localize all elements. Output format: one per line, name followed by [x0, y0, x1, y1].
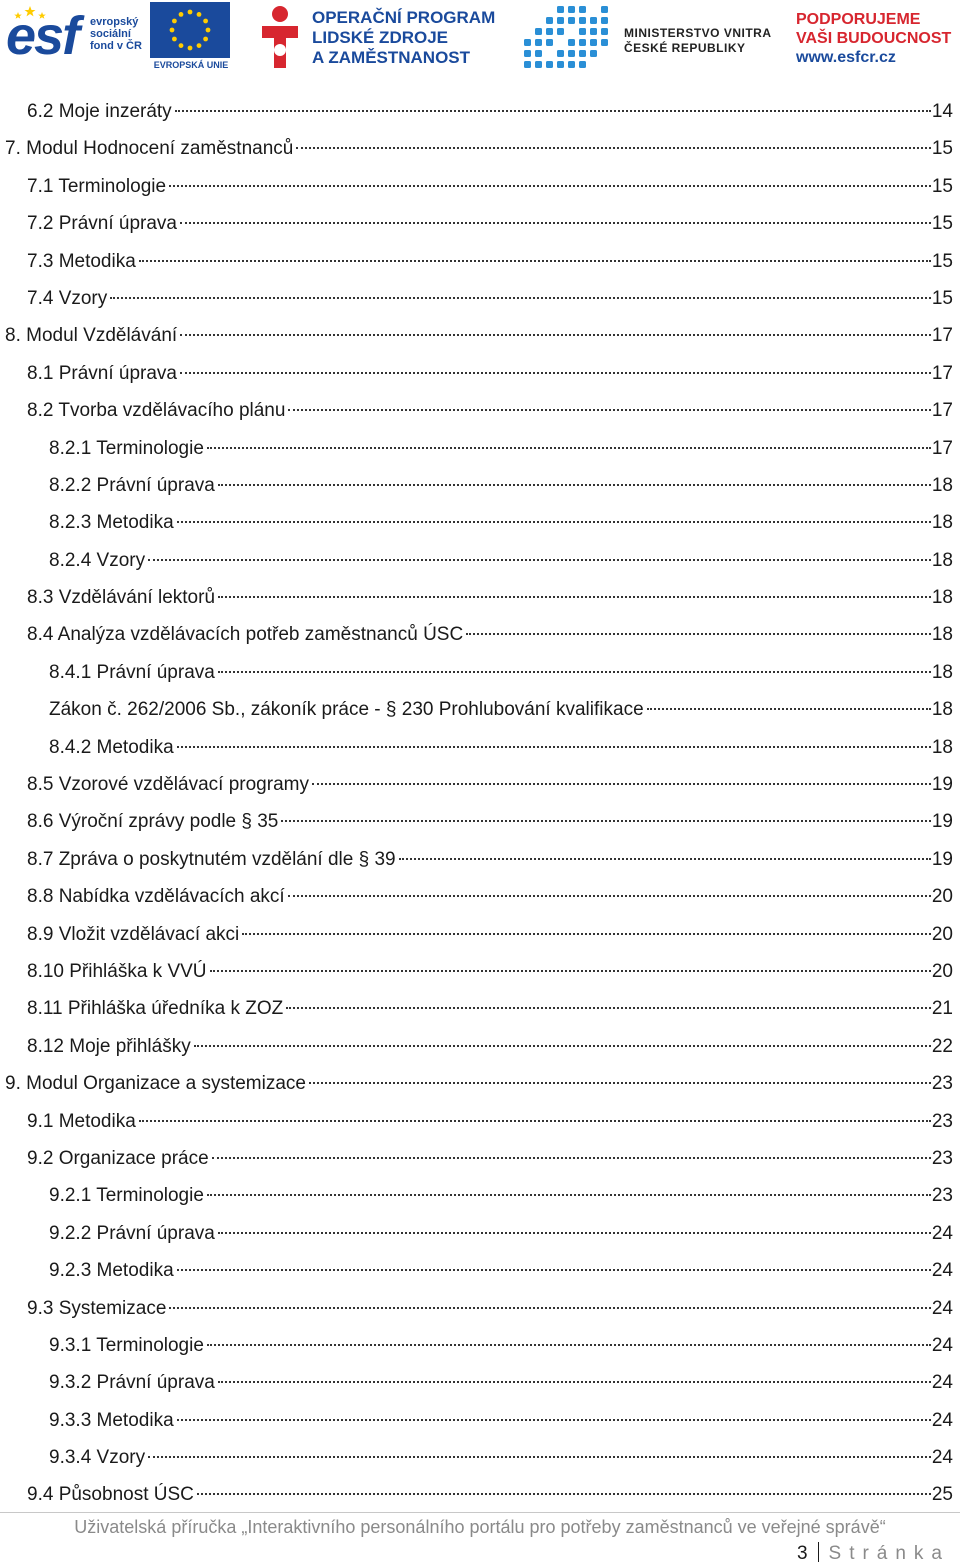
toc-entry-page: 24 [931, 1297, 953, 1319]
toc-entry-line [27, 280, 953, 317]
toc-entry-line [27, 392, 953, 429]
toc-entry-page: 18 [931, 549, 953, 571]
toc-entry-page: 23 [931, 1185, 953, 1207]
toc-entry[interactable] [0, 841, 960, 878]
ministry-dot-icon [590, 39, 597, 46]
ministry-dot-icon [546, 17, 553, 24]
toc-entry[interactable] [0, 878, 960, 915]
toc-entry[interactable] [0, 168, 960, 205]
toc-entry-page: 20 [931, 923, 953, 945]
esf-logo [4, 2, 146, 72]
header-logo-band [0, 0, 960, 74]
ministry-dot-icon [535, 39, 542, 46]
toc-entry-page: 17 [931, 400, 953, 422]
toc-entry-title: 8.3 Vzdělávání lektorů [27, 587, 216, 609]
toc-leader-dots [197, 1493, 931, 1495]
toc-leader-dots [218, 1381, 931, 1383]
toc-entry[interactable] [0, 355, 960, 392]
ministry-dot-icon [601, 17, 608, 24]
op-lzz-line: A ZAMĚSTNANOST [312, 48, 471, 67]
op-lzz-line: OPERAČNÍ PROGRAM [312, 8, 496, 27]
page-separator [818, 1542, 819, 1562]
toc-entry[interactable] [0, 766, 960, 803]
toc-entry-title: 8.6 Výroční zprávy podle § 35 [27, 811, 279, 833]
footer-page-indicator [797, 1541, 950, 1567]
support-text [796, 10, 960, 67]
ministry-dot-icon [546, 28, 553, 35]
toc-entry-page: 23 [931, 1147, 953, 1169]
toc-leader-dots [177, 1269, 931, 1271]
toc-entry-page: 15 [931, 250, 953, 272]
ministry-logo [520, 2, 780, 72]
toc-entry-page: 24 [931, 1447, 953, 1469]
support-logo [794, 2, 958, 72]
toc-leader-dots [139, 260, 931, 262]
esf-subtitle: evropský sociální fond v ČR [90, 16, 142, 52]
toc-entry-title: 7. Modul Hodnocení zaměstnanců [5, 138, 294, 160]
eu-star-icon [179, 43, 184, 48]
toc-entry-title: 7.3 Metodika [27, 250, 136, 272]
toc-leader-dots [288, 409, 930, 411]
toc-entry-page: 24 [931, 1372, 953, 1394]
toc-entry[interactable] [0, 654, 960, 691]
toc-entry-title: 9. Modul Organizace a systemizace [5, 1073, 306, 1095]
toc-entry-page: 24 [931, 1334, 953, 1356]
ministry-dot-icon [524, 39, 531, 46]
toc-entry-line [27, 766, 953, 803]
eu-star-icon [188, 46, 193, 51]
toc-leader-dots [177, 521, 931, 523]
toc-entry-line [27, 1290, 953, 1327]
eu-label: EVROPSKÁ UNIE [153, 60, 229, 70]
toc-entry-page: 18 [931, 699, 953, 721]
toc-entry-page: 18 [931, 587, 953, 609]
toc-leader-dots [288, 895, 931, 897]
op-lzz-line: LIDSKÉ ZDROJE [312, 28, 449, 47]
toc-entry-line [27, 243, 953, 280]
eu-flag-icon [150, 2, 230, 58]
esf-logo-text: esf [6, 6, 79, 66]
toc-entry[interactable] [0, 93, 960, 130]
ministry-dot-icon [590, 50, 597, 57]
toc-entry-line [27, 579, 953, 616]
toc-leader-dots [180, 372, 931, 374]
toc-entry-page: 17 [931, 437, 953, 459]
toc-entry-line [5, 317, 953, 354]
toc-entry[interactable] [0, 130, 960, 167]
toc-entry-page: 15 [931, 138, 953, 160]
page-number: 3 [796, 1543, 808, 1564]
toc-leader-dots [466, 633, 931, 635]
eu-star-icon [197, 43, 202, 48]
toc-entry-page: 15 [931, 287, 953, 309]
op-lzz-text [312, 8, 512, 68]
ministry-dot-icon [601, 6, 608, 13]
toc-entry-page: 23 [931, 1110, 953, 1132]
toc-entry-line [27, 953, 953, 990]
ministry-dot-icon [524, 61, 531, 68]
support-line: PODPORUJEME [796, 11, 921, 28]
ministry-dot-icon [590, 17, 597, 24]
ministry-line: MINISTERSTVO VNITRA [624, 26, 772, 40]
toc-entry[interactable] [0, 430, 960, 467]
toc-entry-page: 18 [931, 474, 953, 496]
ministry-dot-icon [590, 28, 597, 35]
toc-entry-line [49, 504, 953, 541]
toc-entry[interactable] [0, 317, 960, 354]
toc-entry-line [49, 1215, 953, 1252]
toc-leader-dots [169, 1307, 930, 1309]
support-url: www.esfcr.cz [796, 49, 896, 66]
toc-entry-title: 8.11 Přihláška úředníka k ZOZ [27, 998, 284, 1020]
toc-entry-page: 14 [931, 101, 953, 122]
toc-leader-dots [212, 1157, 931, 1159]
ministry-dot-icon [557, 28, 564, 35]
toc-entry[interactable] [0, 1252, 960, 1289]
table-of-contents [0, 93, 960, 1514]
toc-entry[interactable] [0, 916, 960, 953]
toc-entry-line [27, 990, 953, 1027]
toc-entry-title: 8.2.2 Právní úprava [49, 474, 215, 496]
eu-star-icon [203, 37, 208, 42]
toc-entry-line [27, 1140, 953, 1177]
toc-entry[interactable] [0, 1476, 960, 1513]
ministry-dot-icon [524, 50, 531, 57]
toc-leader-dots [194, 1045, 931, 1047]
toc-entry-line [49, 1364, 953, 1401]
toc-leader-dots [218, 484, 931, 486]
toc-entry[interactable] [0, 1290, 960, 1327]
toc-entry-title: 9.4 Působnost ÚSC [27, 1484, 194, 1506]
toc-leader-dots [175, 110, 931, 112]
ministry-dot-icon [568, 50, 575, 57]
toc-entry-page: 18 [931, 661, 953, 683]
toc-entry[interactable] [0, 504, 960, 541]
eu-star-icon [170, 28, 175, 33]
ministry-dot-icon [579, 6, 586, 13]
ministry-dot-icon [579, 28, 586, 35]
toc-entry[interactable] [0, 1103, 960, 1140]
toc-entry-title: 9.3.1 Terminologie [49, 1334, 204, 1356]
eu-logo [150, 2, 232, 72]
toc-entry[interactable] [0, 1177, 960, 1214]
toc-entry[interactable] [0, 205, 960, 242]
toc-entry-title: 8.12 Moje přihlášky [27, 1035, 191, 1057]
toc-entry-line [27, 616, 953, 653]
toc-entry-line [27, 916, 953, 953]
toc-leader-dots [312, 783, 931, 785]
toc-leader-dots [210, 970, 931, 972]
toc-entry-page: 18 [931, 736, 953, 758]
toc-entry-title: 8.2.1 Terminologie [49, 437, 204, 459]
toc-entry[interactable] [0, 691, 960, 728]
toc-entry-line [49, 1402, 953, 1439]
toc-entry-line [49, 1252, 953, 1289]
page-word: Stránka [828, 1543, 950, 1564]
toc-entry-title: 7.1 Terminologie [27, 175, 167, 197]
ministry-dot-icon [557, 50, 564, 57]
toc-entry-line [49, 1327, 953, 1364]
toc-entry[interactable] [0, 1028, 960, 1065]
eu-star-icon [172, 37, 177, 42]
toc-entry[interactable] [0, 1215, 960, 1252]
toc-entry[interactable] [0, 990, 960, 1027]
toc-leader-dots [177, 1419, 931, 1421]
toc-entry-title: 8.2.3 Metodika [49, 512, 174, 534]
toc-entry-title: 8.7 Zpráva o poskytnutém vzdělání dle § 39 [27, 848, 396, 870]
toc-leader-dots [218, 596, 931, 598]
toc-entry-page: 24 [931, 1409, 953, 1431]
toc-entry-page: 17 [931, 325, 953, 347]
toc-leader-dots [148, 1456, 931, 1458]
toc-entry-line [49, 654, 953, 691]
ministry-dots-icon [520, 2, 612, 72]
toc-entry[interactable] [0, 803, 960, 840]
toc-entry-title: 9.3.2 Právní úprava [49, 1372, 215, 1394]
toc-leader-dots [296, 147, 931, 149]
eu-star-icon [188, 10, 193, 15]
ministry-dot-icon [557, 17, 564, 24]
toc-leader-dots [180, 222, 931, 224]
toc-entry-title: 9.3.3 Metodika [49, 1409, 174, 1431]
footer-caption: Uživatelská příručka „Interaktivního personálního portálu pro potřeby zaměstnanců ve veřejné správě“ [74, 1517, 886, 1537]
toc-leader-dots [281, 820, 930, 822]
toc-entry-title: 7.4 Vzory [27, 287, 108, 309]
op-lzz-logo [256, 2, 506, 72]
toc-entry-page: 24 [931, 1260, 953, 1282]
ministry-dot-icon [568, 17, 575, 24]
toc-leader-dots [110, 297, 931, 299]
toc-entry-line [49, 430, 953, 467]
ministry-dot-icon [535, 61, 542, 68]
toc-entry[interactable] [0, 542, 960, 579]
toc-entry-line [49, 729, 953, 766]
toc-leader-dots [399, 858, 931, 860]
ministry-dot-icon [546, 39, 553, 46]
toc-entry-line [27, 93, 953, 130]
ministry-dot-icon [535, 50, 542, 57]
ministry-dot-icon [579, 17, 586, 24]
toc-entry-line [5, 1065, 953, 1102]
toc-entry[interactable] [0, 1439, 960, 1476]
ministry-line: ČESKÉ REPUBLIKY [624, 41, 746, 55]
toc-leader-dots [207, 447, 931, 449]
toc-leader-dots [286, 1007, 931, 1009]
toc-entry[interactable] [0, 953, 960, 990]
toc-leader-dots [309, 1082, 931, 1084]
eu-star-icon [197, 12, 202, 17]
ministry-dot-icon [568, 61, 575, 68]
toc-entry-title: 8.9 Vložit vzdělávací akci [27, 923, 240, 945]
toc-entry[interactable] [0, 280, 960, 317]
toc-entry-page: 19 [931, 848, 953, 870]
ministry-dot-icon [579, 39, 586, 46]
toc-entry-page: 18 [931, 512, 953, 534]
toc-entry-title: 9.2.3 Metodika [49, 1260, 174, 1282]
toc-entry-line [27, 168, 953, 205]
ministry-text [624, 26, 784, 56]
toc-entry-page: 21 [931, 998, 953, 1020]
toc-entry-page: 25 [931, 1484, 953, 1506]
ministry-dot-icon [535, 28, 542, 35]
toc-entry-title: 8.4 Analýza vzdělávacích potřeb zaměstnanců ÚSC [27, 624, 464, 646]
toc-entry[interactable] [0, 243, 960, 280]
eu-star-icon [203, 19, 208, 24]
toc-entry-title: 9.2.1 Terminologie [49, 1185, 204, 1207]
eu-star-icon [172, 19, 177, 24]
toc-entry[interactable] [0, 616, 960, 653]
toc-entry-line [49, 691, 953, 728]
ministry-dot-icon [579, 61, 586, 68]
toc-entry[interactable] [0, 1327, 960, 1364]
toc-leader-dots [242, 933, 931, 935]
toc-entry-title: 9.3 Systemizace [27, 1297, 167, 1319]
toc-entry[interactable] [0, 467, 960, 504]
footer-divider [0, 1512, 960, 1513]
toc-entry-page: 17 [931, 362, 953, 384]
toc-entry-page: 19 [931, 811, 953, 833]
toc-entry-title: 9.3.4 Vzory [49, 1447, 146, 1469]
toc-leader-dots [647, 708, 931, 710]
toc-entry-title: 9.2 Organizace práce [27, 1147, 209, 1169]
op-lzz-mark-icon [256, 4, 304, 70]
toc-entry[interactable] [0, 1140, 960, 1177]
toc-entry-page: 19 [931, 774, 953, 796]
toc-leader-dots [180, 334, 931, 336]
toc-entry-line [27, 841, 953, 878]
toc-entry-line [49, 467, 953, 504]
toc-entry[interactable] [0, 579, 960, 616]
ministry-dot-icon [601, 39, 608, 46]
eu-star-icon [179, 12, 184, 17]
eu-star-icon [206, 28, 211, 33]
toc-entry-title: 8.4.2 Metodika [49, 736, 174, 758]
toc-entry[interactable] [0, 1065, 960, 1102]
toc-entry-title: 8.8 Nabídka vzdělávacích akcí [27, 886, 285, 908]
toc-entry-page: 15 [931, 213, 953, 235]
toc-leader-dots [139, 1120, 931, 1122]
ministry-dot-icon [579, 50, 586, 57]
toc-entry[interactable] [0, 1402, 960, 1439]
support-line: VAŠI BUDOUCNOST [796, 30, 952, 47]
toc-entry-title: 8.2.4 Vzory [49, 549, 146, 571]
toc-entry-title: 8.5 Vzorové vzdělávací programy [27, 774, 309, 796]
toc-entry-page: 20 [931, 886, 953, 908]
toc-entry-line [27, 1103, 953, 1140]
toc-entry-line [27, 1476, 953, 1513]
toc-entry[interactable] [0, 1364, 960, 1401]
toc-entry-title: 6.2 Moje inzeráty [27, 101, 172, 122]
ministry-dot-icon [557, 61, 564, 68]
toc-entry-title: 9.1 Metodika [27, 1110, 136, 1132]
toc-leader-dots [177, 746, 931, 748]
ministry-dot-icon [601, 28, 608, 35]
toc-entry-title: 8. Modul Vzdělávání [5, 325, 178, 347]
ministry-dot-icon [568, 39, 575, 46]
toc-entry-page: 23 [931, 1073, 953, 1095]
toc-entry[interactable] [0, 392, 960, 429]
toc-entry-title: 7.2 Právní úprava [27, 213, 177, 235]
toc-leader-dots [207, 1194, 931, 1196]
ministry-dot-icon [557, 6, 564, 13]
toc-entry-line [27, 878, 953, 915]
toc-entry-title: 8.10 Přihláška k VVÚ [27, 960, 207, 982]
toc-entry-title: 8.4.1 Právní úprava [49, 661, 215, 683]
toc-entry-page: 22 [931, 1035, 953, 1057]
toc-leader-dots [169, 185, 931, 187]
toc-leader-dots [148, 559, 931, 561]
ministry-dot-icon [568, 6, 575, 13]
toc-leader-dots [207, 1344, 931, 1346]
toc-entry-page: 20 [931, 960, 953, 982]
toc-entry-line [27, 355, 953, 392]
toc-entry-line [49, 542, 953, 579]
toc-entry-line [27, 1028, 953, 1065]
toc-entry-title: 8.2 Tvorba vzdělávacího plánu [27, 400, 286, 422]
toc-entry-line [27, 205, 953, 242]
toc-entry-title: 9.2.2 Právní úprava [49, 1222, 215, 1244]
toc-entry-page: 24 [931, 1222, 953, 1244]
toc-entry-line [49, 1177, 953, 1214]
toc-entry-line [49, 1439, 953, 1476]
ministry-dot-icon [546, 61, 553, 68]
toc-entry[interactable] [0, 729, 960, 766]
toc-entry-page: 18 [931, 624, 953, 646]
toc-entry-page: 15 [931, 175, 953, 197]
toc-leader-dots [218, 671, 931, 673]
toc-entry-line [5, 130, 953, 167]
toc-entry-title: Zákon č. 262/2006 Sb., zákoník práce - § 230 Prohlubování kvalifikace [49, 699, 644, 721]
toc-leader-dots [218, 1232, 931, 1234]
toc-entry-line [27, 803, 953, 840]
toc-entry-title: 8.1 Právní úprava [27, 362, 177, 384]
